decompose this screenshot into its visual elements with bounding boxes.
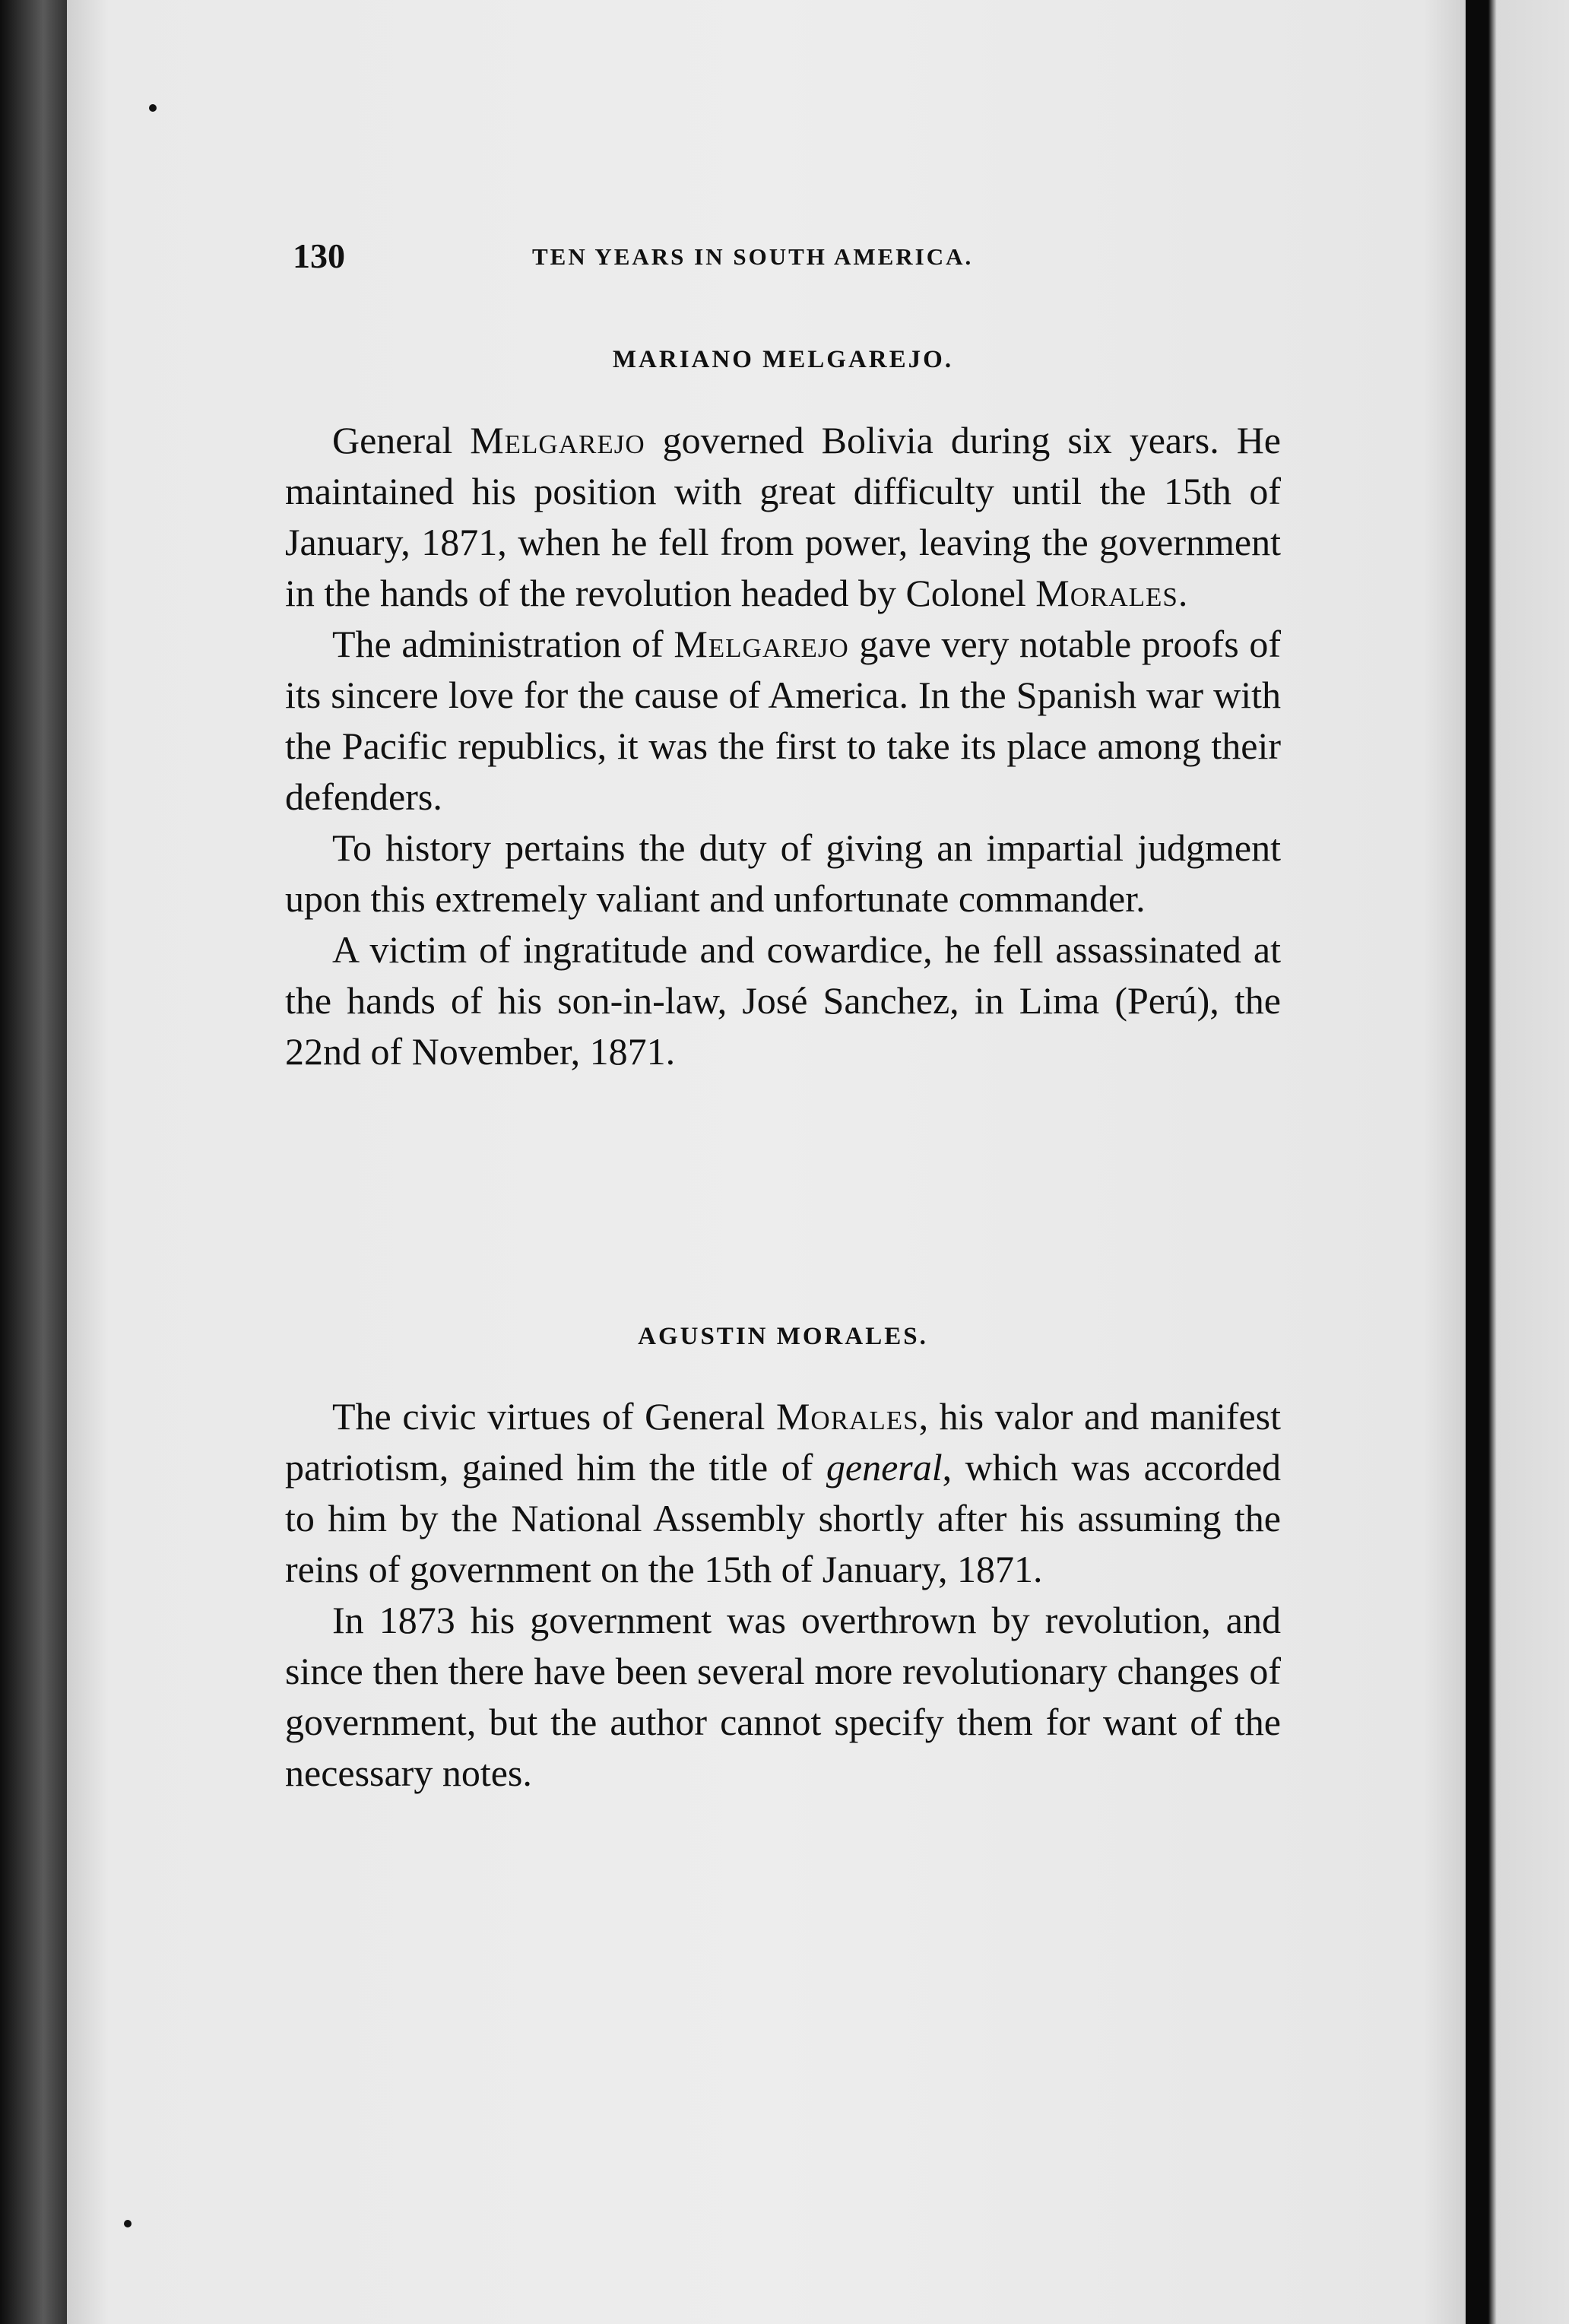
section-heading-melgarejo: MARIANO MELGAREJO.	[612, 346, 954, 373]
section-heading-morales: AGUSTIN MORALES.	[638, 1323, 928, 1350]
page-number: 130	[293, 236, 345, 275]
paragraph	[285, 619, 1281, 823]
text-run: The administration of	[332, 623, 674, 665]
person-name: Morales	[1035, 572, 1178, 614]
text-run: , which was accorded to him by the National Assembly shortly after his assuming the reins of government on the 15th of January, 1871.	[285, 1446, 1282, 1590]
text-run: General	[332, 419, 471, 461]
book-binding-edge	[0, 0, 72, 2324]
paragraph	[285, 415, 1281, 619]
scan-speck	[124, 2220, 132, 2227]
person-name: Melgarejo	[674, 623, 849, 665]
running-title: TEN YEARS IN SOUTH AMERICA.	[532, 243, 974, 270]
running-head	[293, 236, 1311, 281]
section-body-melgarejo	[285, 415, 1281, 1077]
adjacent-page-edge	[1466, 0, 1569, 2324]
paragraph: A victim of ingratitude and cowardice, he fell assassinated at the hands of his son-in-law, José Sanchez, in Lima (Perú), the 22nd of November, 1871.	[285, 928, 1281, 1073]
text-run: The civic virtues of General	[332, 1395, 776, 1438]
text-run: governed Bolivia during six years. He maintained his position with great difficulty until the 15th of January, 1871, when he fell from power, leaving the government in the hands of the revolution headed by Colonel	[285, 419, 1281, 614]
paragraph: To history pertains the duty of giving an impartial judgment upon this extremely valiant and unfortunate commander.	[285, 826, 1281, 920]
text-run: , his valor and manifest patriotism, gained him the title of	[285, 1395, 1281, 1489]
italic-term: general	[826, 1446, 943, 1489]
person-name: Melgarejo	[470, 419, 645, 461]
section-body-morales	[285, 1391, 1281, 1799]
paragraph	[285, 1391, 1281, 1595]
text-run: gave very notable proofs of its sincere love for the cause of America. In the Spanish war with the Pacific republics, it was the first to take its place among their defenders.	[285, 623, 1281, 818]
paragraph: In 1873 his government was overthrown by revolution, and since then there have been several more revolutionary changes of government, but the author cannot specify them for want of the necessary notes.	[285, 1599, 1281, 1794]
text-run: .	[1178, 572, 1188, 614]
person-name: Morales	[775, 1395, 919, 1438]
scan-speck	[149, 104, 157, 112]
